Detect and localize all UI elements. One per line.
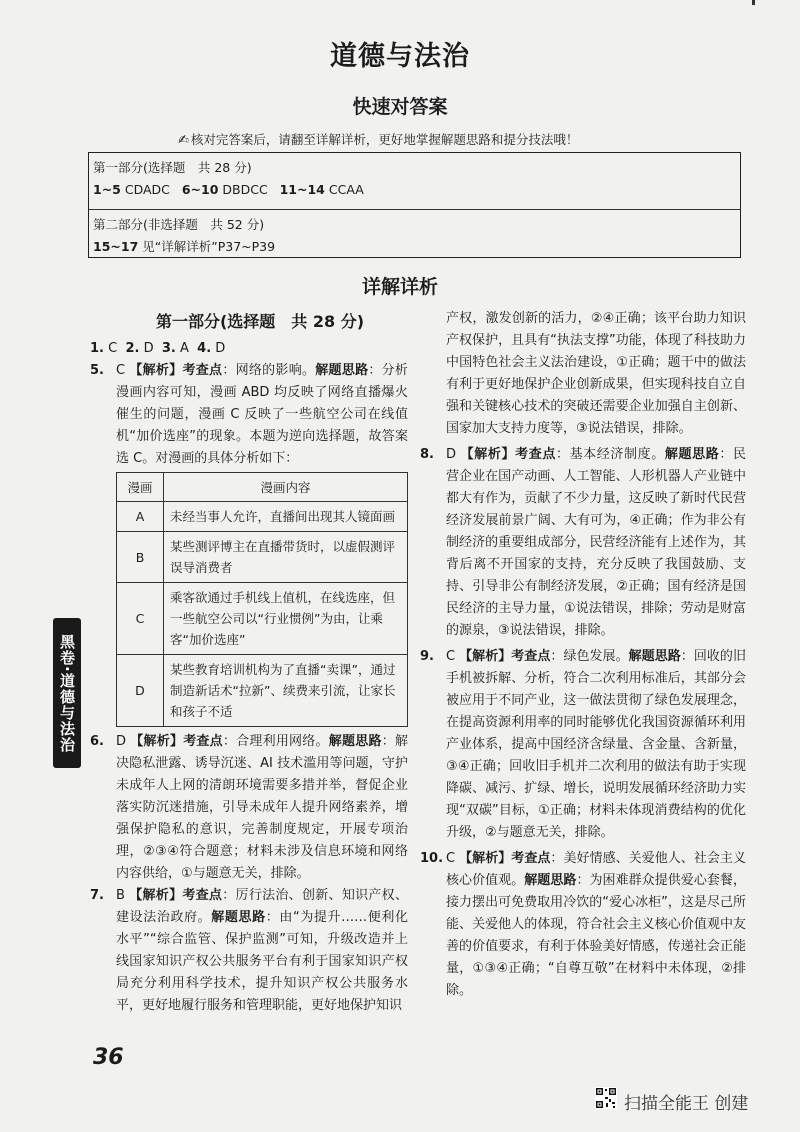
idea-label: 解题思路 xyxy=(315,363,369,378)
table-row xyxy=(117,583,408,655)
key-point-label: 考查点 xyxy=(182,888,223,903)
question-number: 1. xyxy=(90,341,104,356)
question-number: 8. xyxy=(420,447,434,462)
question-10: 10. C 【解析】考查点：美好情感、关爱他人、社会主义核心价值观。解题思路：为困难群众提供爱心套餐，接力摆出可免费取用冷饮的“爱心冰柜”，这是尽己所能、关爱他人的体现，符合社会主义核心价值观中友善的价值要求，有利于体验美好情感，传递社会正能量，①③④正确；“自尊互敬”在材料中未体现，②排除。 xyxy=(420,848,746,1002)
answer-letter: C xyxy=(108,341,118,356)
question-9: 9. C 【解析】考查点：绿色发展。解题思路：回收的旧手机被拆解、分析，符合二次利用标准后，其部分会被应用于不同产业，这一做法贯彻了绿色发展理念，在提高资源利用率的同时能够优化我国资源循环利用产业体系，提高中国经济含绿量、含金量、含新量，③④正确；回收旧手机并二次利用的做法有助于实现降碳、减污、扩绿、增长，说明发展循环经济助力实现“双碳”目标，①正确；材料未体现消费结构的优化升级，②与题意无关，排除。 xyxy=(420,646,746,844)
quick-answers-heading: 快速对答案 xyxy=(352,96,448,118)
idea-label: 解题思路 xyxy=(524,873,577,888)
table-row xyxy=(117,655,408,727)
comic-content: 未经当事人允许，直播间出现其人镜面画 xyxy=(164,502,408,532)
part1-answers xyxy=(89,157,740,201)
idea-label: 解题思路 xyxy=(211,910,266,925)
key-point-text: 美好情感、关爱他人、社会主义核心价值观。 xyxy=(446,851,746,888)
key-point-label: 考查点 xyxy=(515,447,556,462)
analysis-text: 由“为提升……便利化水平”“综合监管、保护监测”可知，升级改造并上线国家知识产权公共服务平台有利于国家知识产权局充分利用科学技术，提升知识产权公共服务水平，更好地履行服务和管理职能，更好地保护知识 xyxy=(116,910,408,1013)
key-point-text: 绿色发展。 xyxy=(563,649,629,664)
answer-letter: C xyxy=(116,363,126,378)
question-6: 6. D 【解析】考查点：合理利用网络。解题思路：解决隐私泄露、诱导沉迷、AI 技术滥用等问题，守护未成年人上网的清朗环境需要多措并举，督促企业落实防沉迷措施，引导未成年人提升网络素养，增强保护隐私的意识，完善制度规定，开展专项治理，②③④符合题意；材料未涉及信息环境和网络内容供给，①与题意无关，排除。 xyxy=(90,731,408,885)
hint-line xyxy=(178,130,578,148)
question-5: 5. C 【解析】考查点：网络的影响。解题思路：分析漫画内容可知，漫画 ABD 均反映了网络直播爆火催生的问题，漫画 C 反映了一些航空公司在线值机“加价选座”的现象。本题为逆向选择题，故答案选 C。对漫画的具体分析如下： xyxy=(90,360,408,470)
key-point-label: 考查点 xyxy=(182,363,223,378)
key-point-label: 考查点 xyxy=(511,649,551,664)
range-label: 6~10 xyxy=(181,182,219,197)
range-answers: DBDCC xyxy=(222,182,268,197)
comic-key: D xyxy=(117,655,164,727)
left-column xyxy=(90,308,408,1017)
part2-answer-line xyxy=(93,236,740,258)
key-point-label: 考查点 xyxy=(183,734,223,749)
question-number: 4. xyxy=(197,341,212,356)
question-number: 7. xyxy=(90,888,104,903)
qr-code-icon xyxy=(595,1087,617,1109)
answer-letter: C xyxy=(446,649,456,664)
answer-letter: D xyxy=(143,341,154,356)
question-7-continued: 产权，激发创新的活力，②④正确；该平台助力知识产权保护，且具有“执法支撑”功能，体现了科技助力中国特色社会主义法治建设，①正确；题干中的做法有利于更好地保护企业创新成果，但实现科技自立自强和关键核心技术的突破还需要企业加强自主创新、国家加大支持力度等，③说法错误，排除。 xyxy=(446,311,746,436)
analysis-tag: 【解析】 xyxy=(459,649,512,664)
question-8: 8. D 【解析】考查点：基本经济制度。解题思路：民营企业在国产动画、人工智能、人形机器人产业链中都大有作为，贡献了不少力量，这反映了新时代民营经济发展前景广阔、大有可为，④正确；作为非公有制经济的重要组成部分，民营经济能有上述作为，其背后离不开国家的支持，充分反映了我国鼓励、支持、引导非公有制经济发展，②正确；国有经济是国民经济的主导力量，①说法错误，排除；劳动是财富的源泉，③说法错误，排除。 xyxy=(420,444,746,642)
idea-label: 解题思路 xyxy=(664,447,720,462)
corner-mark xyxy=(752,0,755,5)
analysis-tag: 【解析】 xyxy=(129,363,183,378)
comic-content: 乘客欲通过手机线上值机，在线选座，但一些航空公司以“行业惯例”为由，让乘客“加价选座” xyxy=(164,583,408,655)
key-point-text: 合理利用网络。 xyxy=(236,734,329,749)
range-label: 11~14 xyxy=(279,182,325,197)
answer-letter: A xyxy=(180,341,189,356)
analysis-text: 回收的旧手机被拆解、分析，符合二次利用标准后，其部分会被应用于不同产业，这一做法贯彻了绿色发展理念，在提高资源利用率的同时能够优化我国资源循环利用产业体系，提高中国经济含绿量、含金量、含新量，③④正确；回收旧手机并二次利用的做法有助于实现降碳、减污、扩绿、增长，说明发展循环经济助力实现“双碳”目标，①正确；材料未体现消费结构的优化升级，②与题意无关，排除。 xyxy=(446,649,746,840)
page-title: 道德与法治 xyxy=(330,41,470,72)
table-row xyxy=(117,502,408,532)
question-number: 6. xyxy=(90,734,104,749)
question-number: 5. xyxy=(90,363,104,378)
comic-key: C xyxy=(117,583,164,655)
detailed-analysis-heading: 详解详析 xyxy=(361,276,438,298)
idea-label: 解题思路 xyxy=(628,649,681,664)
analysis-text: 解决隐私泄露、诱导沉迷、AI 技术滥用等问题，守护未成年人上网的清朗环境需要多措并举，督促企业落实防沉迷措施，引导未成年人提升网络素养，增强保护隐私的意识，完善制度规定，开展专项治理，②③④符合题意；材料未涉及信息环境和网络内容供给，①与题意无关，排除。 xyxy=(116,734,408,881)
answer-letter: C xyxy=(446,851,456,866)
question-number: 3. xyxy=(161,341,176,356)
question-7: 7. B 【解析】考查点：厉行法治、创新、知识产权、建设法治政府。解题思路：由“为提升……便利化水平”“综合监管、保护监测”可知，升级改造并上线国家知识产权公共服务平台有利于国家知识产权局充分利用科学技术，提升知识产权公共服务水平，更好地履行服务和管理职能，更好地保护知识 xyxy=(90,885,408,1017)
answer-letter: D xyxy=(215,341,226,356)
question-number: 10. xyxy=(420,851,444,866)
range-answers: CCAA xyxy=(328,182,364,197)
range-label: 1~5 xyxy=(93,182,121,197)
comic-table xyxy=(116,472,408,727)
part2-text: 见“详解详析”P37~P39 xyxy=(142,239,276,254)
part-title: 第一部分(选择题 共 28 分) xyxy=(155,312,365,331)
part2-answers xyxy=(89,209,740,258)
hint-text: 核对完答案后，请翻至详解详析，更好地掌握解题思路和提分技法哦！ xyxy=(190,132,579,147)
pencil-icon: ✍ xyxy=(178,133,189,148)
table-header: 漫画内容 xyxy=(164,473,408,502)
page-number: 36 xyxy=(93,1045,124,1070)
key-point-label: 考查点 xyxy=(511,851,551,866)
answer-letter: B xyxy=(116,888,125,903)
idea-label: 解题思路 xyxy=(328,734,382,749)
key-point-text: 网络的影响。 xyxy=(235,363,316,378)
comic-content: 某些测评博主在直播带货时，以虚假测评误导消费者 xyxy=(164,532,408,583)
answer-key-box xyxy=(88,152,741,258)
part1-answer-line xyxy=(93,179,740,201)
answer-letter: D xyxy=(446,447,457,462)
table-row xyxy=(117,532,408,583)
table-header-row xyxy=(117,473,408,502)
analysis-tag: 【解析】 xyxy=(459,851,512,866)
comic-key: A xyxy=(117,502,164,532)
range-answers: CDADC xyxy=(124,182,170,197)
side-tab: 黑卷·道德与法治 xyxy=(53,618,81,768)
analysis-tag: 【解析】 xyxy=(128,888,183,903)
key-point-text: 基本经济制度。 xyxy=(569,447,665,462)
part2-heading: 第二部分(非选择题 共 52 分) xyxy=(93,217,265,232)
footer-watermark: 扫描全能王 创建 xyxy=(624,1094,749,1114)
analysis-text: 民营企业在国产动画、人工智能、人形机器人产业链中都大有作为，贡献了不少力量，这反映了新时代民营经济发展前景广阔、大有可为，④正确；作为非公有制经济的重要组成部分，民营经济能有上述作为，其背后离不开国家的支持，充分反映了我国鼓励、支持、引导非公有制经济发展，②正确；国有经济是国民经济的主导力量，①说法错误，排除；劳动是财富的源泉，③说法错误，排除。 xyxy=(446,447,746,638)
analysis-text: 分析漫画内容可知，漫画 ABD 均反映了网络直播爆火催生的问题，漫画 C 反映了一些航空公司在线值机“加价选座”的现象。本题为逆向选择题，故答案选 C。对漫画的具体分析如下： xyxy=(116,363,408,466)
analysis-tag: 【解析】 xyxy=(460,447,516,462)
comic-key: B xyxy=(117,532,164,583)
part1-heading: 第一部分(选择题 共 28 分) xyxy=(93,160,252,175)
question-number: 2. xyxy=(125,341,140,356)
analysis-tag: 【解析】 xyxy=(130,734,184,749)
comic-content: 某些教育培训机构为了直播“卖课”，通过制造新话术“拉新”、续费来引流，让家长和孩子不适 xyxy=(164,655,408,727)
question-1-4 xyxy=(90,338,408,360)
answer-letter: D xyxy=(116,734,127,749)
analysis-text: 为困难群众提供爱心套餐，接力摆出可免费取用冷饮的“爱心冰柜”，这是尽己所能、关爱他人的体现，符合社会主义核心价值观中友善的价值要求，有利于体验美好情感，传递社会正能量，①③④正确；“自尊互敬”在材料中未体现，②排除。 xyxy=(446,873,746,998)
right-column xyxy=(420,308,746,1002)
table-header: 漫画 xyxy=(117,473,164,502)
range-label: 15~17 xyxy=(93,239,139,254)
question-number: 9. xyxy=(420,649,434,664)
key-point-text: 厉行法治、创新、知识产权、建设法治政府。 xyxy=(116,888,408,925)
